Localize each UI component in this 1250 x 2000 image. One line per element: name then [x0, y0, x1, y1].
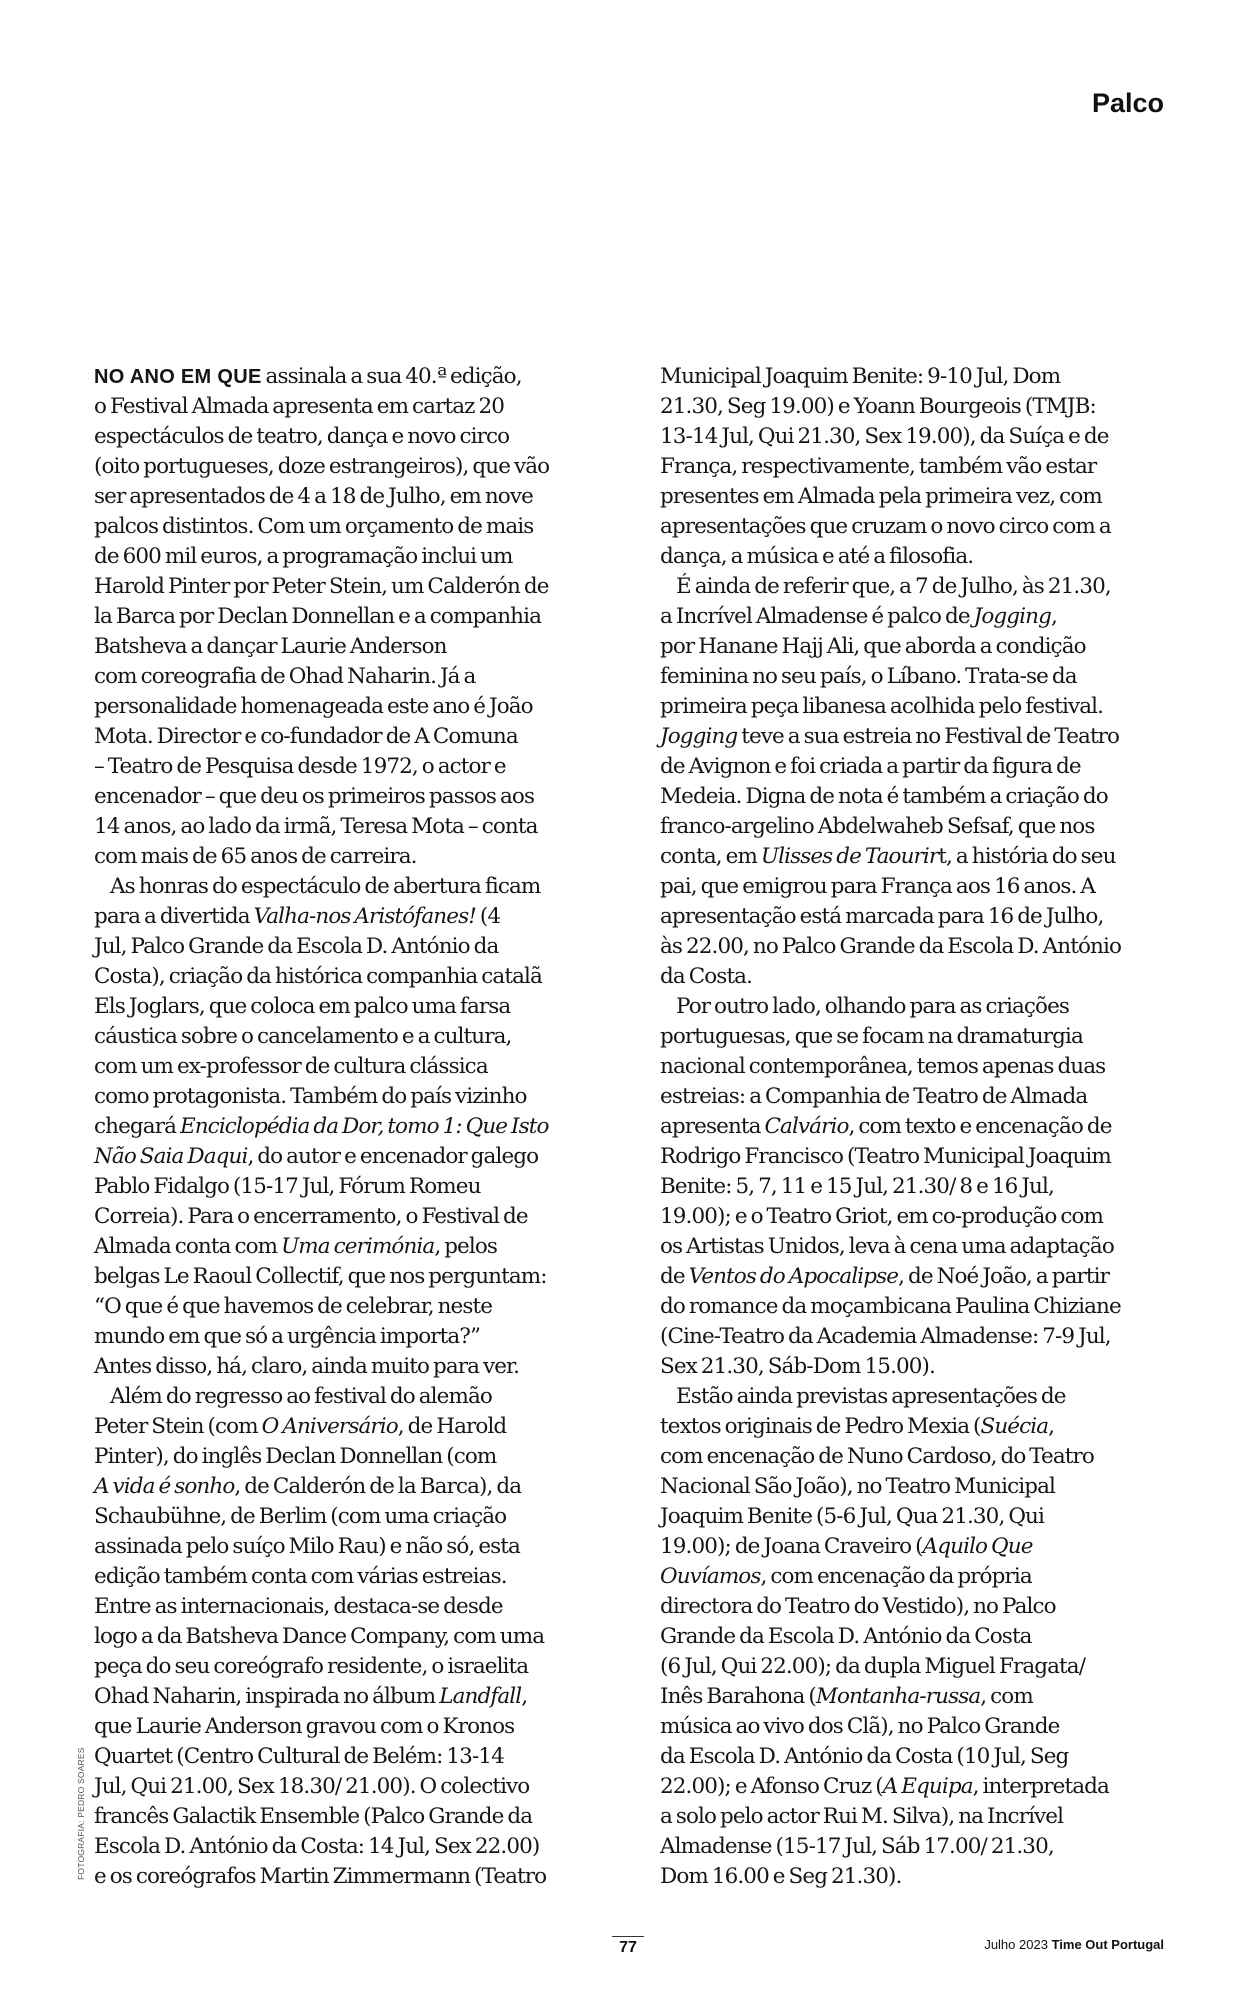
work-title: Calvário	[764, 1114, 849, 1139]
text-line: de 600 mil euros, a programação inclui um	[94, 544, 513, 569]
footer-publication	[984, 1937, 1164, 1952]
issue-date: Julho 2023	[984, 1937, 1048, 1952]
text-line: 19.00); e o Teatro Griot, em co-produção com	[660, 1204, 1104, 1229]
text-line: 14 anos, ao lado da irmã, Teresa Mota – conta	[94, 814, 538, 839]
page-number: 77	[612, 1936, 644, 1957]
text-line: Escola D. António da Costa: 14 Jul, Sex 22.00)	[94, 1834, 540, 1859]
article-column-left	[94, 362, 604, 1892]
work-title: Ventos do Apocalipse	[688, 1264, 899, 1289]
text-line: directora do Teatro do Vestido), no Palco	[660, 1594, 1056, 1619]
text-line: Costa), criação da histórica companhia catalã	[94, 964, 542, 989]
text-line: mundo em que só a urgência importa?”	[94, 1324, 481, 1349]
text-line: Almada conta com Uma cerimónia, pelos	[94, 1234, 498, 1259]
text-line: apresentação está marcada para 16 de Julho,	[660, 904, 1104, 929]
text-line: Municipal Joaquim Benite: 9-10 Jul, Dom	[660, 364, 1061, 389]
text-line: Batsheva a dançar Laurie Anderson	[94, 634, 447, 659]
text-line: por Hanane Hajj Ali, que aborda a condição	[660, 634, 1086, 659]
text-line: Benite: 5, 7, 11 e 15 Jul, 21.30/ 8 e 16 Jul,	[660, 1174, 1054, 1199]
text-line: la Barca por Declan Donnellan e a companhia	[94, 604, 542, 629]
text-line: (Cine-Teatro da Academia Almadense: 7-9 Jul,	[660, 1324, 1111, 1349]
work-title: Suécia	[980, 1414, 1049, 1439]
text-line: estreias: a Companhia de Teatro de Almada	[660, 1084, 1088, 1109]
work-title: Ouvíamos	[660, 1564, 761, 1589]
text-line: franco-argelino Abdelwaheb Sefsaf, que nos	[660, 814, 1095, 839]
text-line: encenador – que deu os primeiros passos aos	[94, 784, 535, 809]
text-line: Jul, Palco Grande da Escola D. António da	[94, 934, 499, 959]
text-line: de Avignon e foi criada a partir da figura de	[660, 754, 1081, 779]
text-line: Ouvíamos, com encenação da própria	[660, 1564, 1032, 1589]
text-line: Grande da Escola D. António da Costa	[660, 1624, 1032, 1649]
work-title: Landfall	[439, 1684, 522, 1709]
publication-name: Time Out Portugal	[1051, 1937, 1164, 1952]
work-title: Jogging	[660, 724, 738, 749]
article-column-right	[660, 362, 1180, 1892]
text-line: Nacional São João), no Teatro Municipal	[660, 1474, 1055, 1499]
work-title: Enciclopédia da Dor, tomo 1: Que Isto	[179, 1114, 549, 1139]
work-title: Uma cerimónia	[281, 1234, 435, 1259]
text-line: Não Saia Daqui, do autor e encenador galego	[94, 1144, 539, 1169]
text-line: Antes disso, há, claro, ainda muito para ver.	[94, 1354, 519, 1379]
text-line: 13-14 Jul, Qui 21.30, Sex 19.00), da Suíça e de	[660, 424, 1109, 449]
text-line: da Costa.	[660, 964, 753, 989]
text-line: do romance da moçambicana Paulina Chiziane	[660, 1294, 1121, 1319]
text-line: Harold Pinter por Peter Stein, um Calderón de	[94, 574, 549, 599]
text-line: Almadense (15-17 Jul, Sáb 17.00/ 21.30,	[660, 1834, 1054, 1859]
text-line: Els Joglars, que coloca em palco uma farsa	[94, 994, 511, 1019]
text-line: – Teatro de Pesquisa desde 1972, o actor e	[94, 754, 506, 779]
text-line: edição também conta com várias estreias.	[94, 1564, 507, 1589]
text-line: ser apresentados de 4 a 18 de Julho, em nove	[94, 484, 533, 509]
text-line: com coreografia de Ohad Naharin. Já a	[94, 664, 476, 689]
text-line: primeira peça libanesa acolhida pelo festival.	[660, 694, 1104, 719]
photo-credit: FOTOGRAFIA: PEDRO SOARES	[76, 1747, 86, 1880]
text-line: dança, a música e até a filosofia.	[660, 544, 974, 569]
text-line: pai, que emigrou para França aos 16 anos. A	[660, 874, 1095, 899]
text-line: Joaquim Benite (5-6 Jul, Qua 21.30, Qui	[660, 1504, 1044, 1529]
work-title: A vida é sonho	[94, 1474, 235, 1499]
work-title: Valha-nos Aristófanes!	[253, 904, 476, 929]
text-line: As honras do espectáculo de abertura ficam	[110, 874, 541, 899]
text-line: 22.00); e Afonso Cruz (A Equipa, interpretada	[660, 1774, 1109, 1799]
text-line: Mota. Director e co-fundador de A Comuna	[94, 724, 518, 749]
text-line: Jul, Qui 21.00, Sex 18.30/ 21.00). O colectivo	[94, 1774, 530, 1799]
text-line: com mais de 65 anos de carreira.	[94, 844, 417, 869]
text-line: A vida é sonho, de Calderón de la Barca), da	[94, 1474, 522, 1499]
text-line: apresentações que cruzam o novo circo com a	[660, 514, 1111, 539]
text-line: Entre as internacionais, destaca-se desde	[94, 1594, 503, 1619]
text-line: belgas Le Raoul Collectif, que nos perguntam:	[94, 1264, 547, 1289]
text-line: francês Galactik Ensemble (Palco Grande da	[94, 1804, 533, 1829]
text-line: NO ANO EM QUE assinala a sua 40.ª edição,	[94, 364, 522, 389]
text-line: a solo pelo actor Rui M. Silva), na Incrível	[660, 1804, 1064, 1829]
text-line: cáustica sobre o cancelamento e a cultura,	[94, 1024, 512, 1049]
text-line: espectáculos de teatro, dança e novo circo	[94, 424, 510, 449]
text-line: de Ventos do Apocalipse, de Noé João, a partir	[660, 1264, 1110, 1289]
text-line: Dom 16.00 e Seg 21.30).	[660, 1864, 902, 1889]
text-line: para a divertida Valha-nos Aristófanes! (4	[94, 904, 501, 929]
text-line: chegará Enciclopédia da Dor, tomo 1: Que Isto	[94, 1114, 549, 1139]
text-line: Medeia. Digna de nota é também a criação do	[660, 784, 1108, 809]
text-line: às 22.00, no Palco Grande da Escola D. António	[660, 934, 1122, 959]
work-title: A Equipa	[882, 1774, 973, 1799]
work-title: Ulisses de Taourir	[760, 844, 939, 869]
text-line: portuguesas, que se focam na dramaturgia	[660, 1024, 1083, 1049]
text-line: apresenta Calvário, com texto e encenação de	[660, 1114, 1112, 1139]
text-line: que Laurie Anderson gravou com o Kronos	[94, 1714, 515, 1739]
work-title: Não Saia Daqui	[94, 1144, 248, 1169]
work-title: O Aniversário	[261, 1414, 398, 1439]
text-line: presentes em Almada pela primeira vez, com	[660, 484, 1102, 509]
text-line: personalidade homenageada este ano é João	[94, 694, 533, 719]
text-line: Inês Barahona (Montanha-russa, com	[660, 1684, 1033, 1709]
text-line: (6 Jul, Qui 22.00); da dupla Miguel Fragata/	[660, 1654, 1086, 1679]
text-line: os Artistas Unidos, leva à cena uma adaptação	[660, 1234, 1114, 1259]
text-line: como protagonista. Também do país vizinho	[94, 1084, 527, 1109]
text-line: o Festival Almada apresenta em cartaz 20	[94, 394, 505, 419]
text-line: Além do regresso ao festival do alemão	[110, 1384, 492, 1409]
text-line: e os coreógrafos Martin Zimmermann (Teatro	[94, 1864, 547, 1889]
text-line: É ainda de referir que, a 7 de Julho, às 21.30,	[676, 574, 1111, 599]
text-line: da Escola D. António da Costa (10 Jul, Seg	[660, 1744, 1069, 1769]
text-line: peça do seu coreógrafo residente, o israelita	[94, 1654, 529, 1679]
text-line: Correia). Para o encerramento, o Festival de	[94, 1204, 528, 1229]
text-line: assinada pelo suíço Milo Rau) e não só, esta	[94, 1534, 520, 1559]
text-line: feminina no seu país, o Líbano. Trata-se da	[660, 664, 1077, 689]
section-label: Palco	[1091, 88, 1164, 118]
text-line: a Incrível Almadense é palco de Jogging,	[660, 604, 1057, 629]
text-line: com um ex-professor de cultura clássica	[94, 1054, 488, 1079]
text-line: com encenação de Nuno Cardoso, do Teatro	[660, 1444, 1094, 1469]
lead-in: NO ANO EM QUE	[94, 366, 262, 388]
text-line: Sex 21.30, Sáb-Dom 15.00).	[660, 1354, 935, 1379]
text-line: Quartet (Centro Cultural de Belém: 13-14	[94, 1744, 504, 1769]
work-title: Aquilo Que	[922, 1534, 1033, 1559]
text-line: textos originais de Pedro Mexia (Suécia,	[660, 1414, 1055, 1439]
text-line: Schaubühne, de Berlim (com uma criação	[94, 1504, 507, 1529]
work-title: Jogging	[973, 604, 1051, 629]
text-line: Ohad Naharin, inspirada no álbum Landfall,	[94, 1684, 528, 1709]
work-title: Montanha-russa	[815, 1684, 981, 1709]
text-line: palcos distintos. Com um orçamento de mais	[94, 514, 534, 539]
text-line: Jogging teve a sua estreia no Festival de Teatro	[660, 724, 1120, 749]
text-line: Estão ainda previstas apresentações de	[676, 1384, 1066, 1409]
text-line: “O que é que havemos de celebrar, neste	[94, 1294, 493, 1319]
text-line: música ao vivo dos Clã), no Palco Grande	[660, 1714, 1060, 1739]
text-line: Pablo Fidalgo (15-17 Jul, Fórum Romeu	[94, 1174, 481, 1199]
text-line: Rodrigo Francisco (Teatro Municipal Joaquim	[660, 1144, 1111, 1169]
text-line: conta, em Ulisses de Taourirt, a história do seu	[660, 844, 1116, 869]
text-line: 21.30, Seg 19.00) e Yoann Bourgeois (TMJB:	[660, 394, 1096, 419]
text-line: França, respectivamente, também vão estar	[660, 454, 1097, 479]
text-line: Peter Stein (com O Aniversário, de Harold	[94, 1414, 507, 1439]
text-line: logo a da Batsheva Dance Company, com uma	[94, 1624, 545, 1649]
text-line: Por outro lado, olhando para as criações	[676, 994, 1070, 1019]
text-line: 19.00); de Joana Craveiro (Aquilo Que	[660, 1534, 1033, 1559]
text-line: Pinter), do inglês Declan Donnellan (com	[94, 1444, 497, 1469]
text-line: nacional contemporânea, temos apenas duas	[660, 1054, 1106, 1079]
text-line: (oito portugueses, doze estrangeiros), que vão	[94, 454, 550, 479]
